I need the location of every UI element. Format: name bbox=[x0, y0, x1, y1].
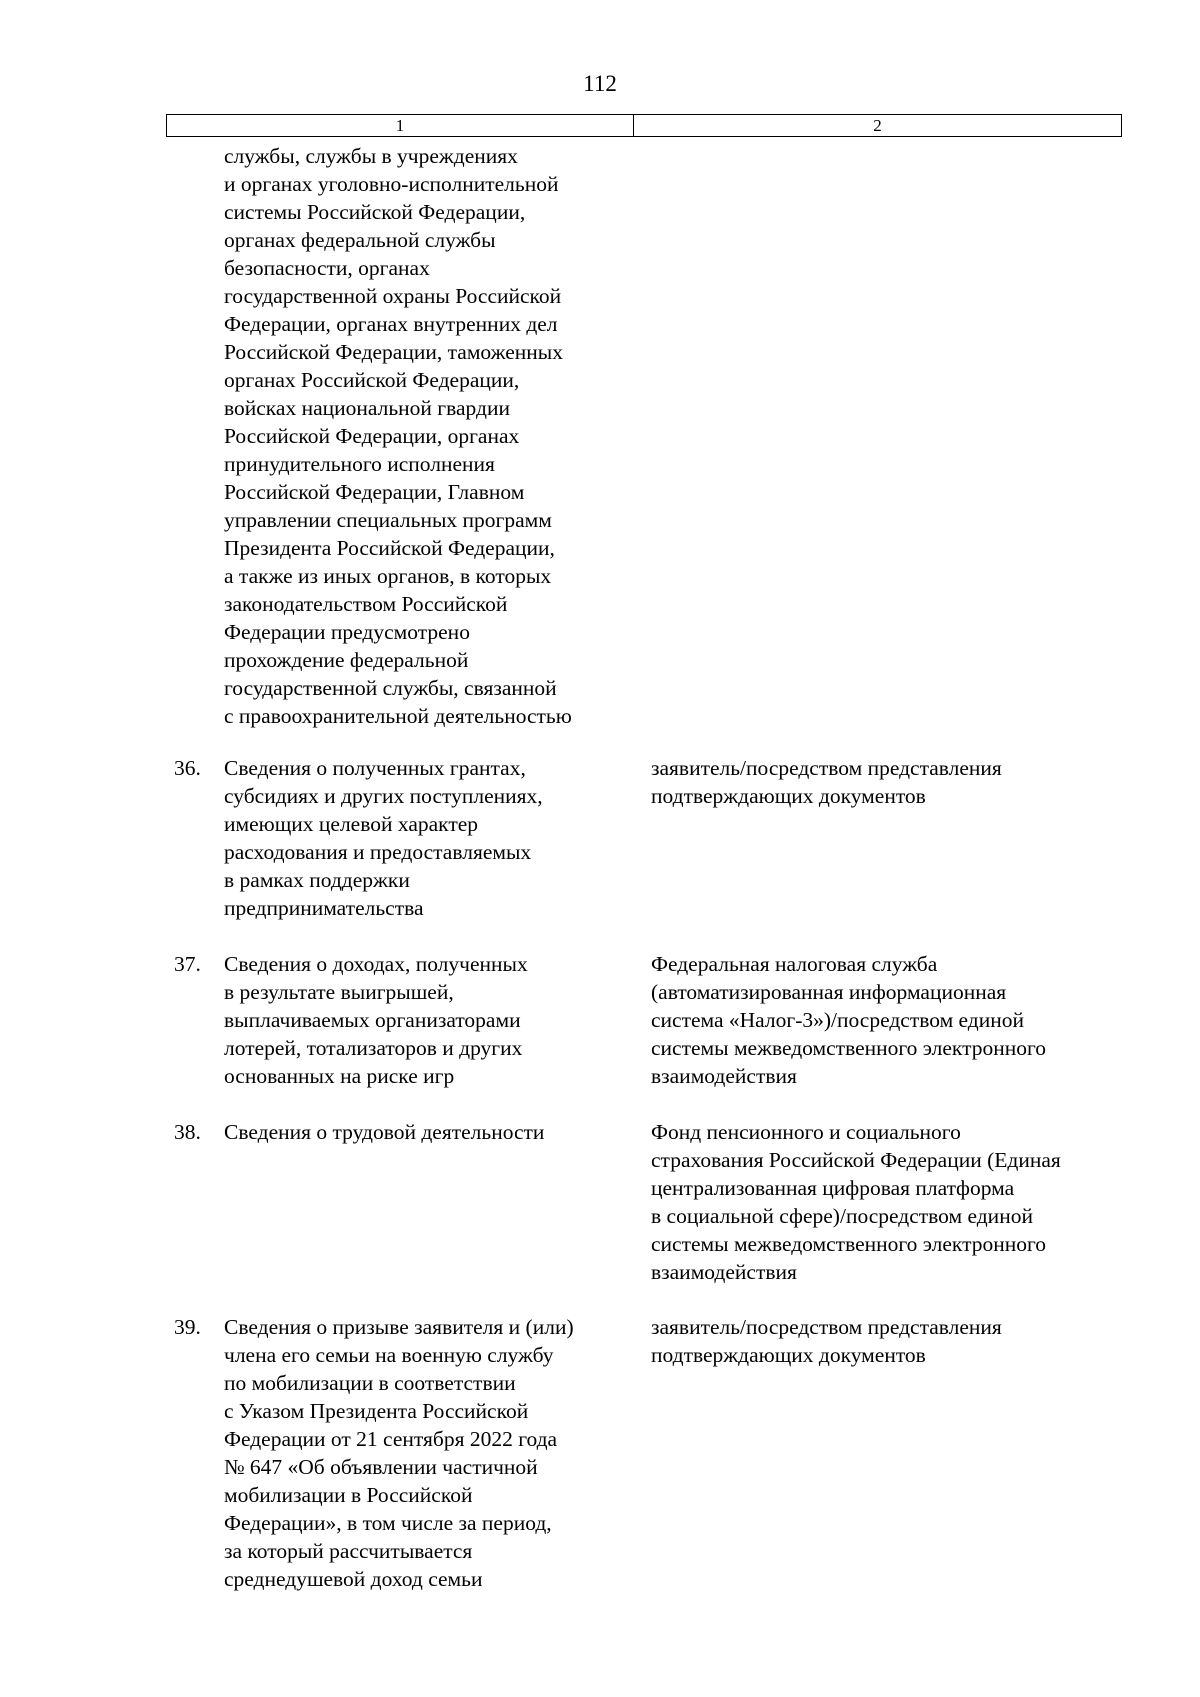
text-line: Федеральная налоговая служба bbox=[651, 952, 938, 976]
text-line: органах федеральной службы bbox=[224, 228, 496, 252]
row-number: 38. bbox=[174, 1120, 201, 1144]
text-line: Сведения о призыве заявителя и (или) bbox=[224, 1315, 574, 1339]
text-line: лотерей, тотализаторов и других bbox=[224, 1036, 523, 1060]
text-line: а также из иных органов, в которых bbox=[224, 564, 552, 588]
text-line: органах Российской Федерации, bbox=[224, 368, 520, 392]
text-line: основанных на риске игр bbox=[224, 1064, 455, 1088]
text-line: Федерации от 21 сентября 2022 года bbox=[224, 1427, 558, 1451]
text-line: заявитель/посредством представления bbox=[651, 756, 1002, 780]
text-line: Президента Российской Федерации, bbox=[224, 536, 555, 560]
row-number: 39. bbox=[174, 1315, 201, 1339]
text-line: расходования и предоставляемых bbox=[224, 840, 532, 864]
text-line: мобилизации в Российской bbox=[224, 1483, 473, 1507]
text-line: в рамках поддержки bbox=[224, 868, 410, 892]
text-line: централизованная цифровая платформа bbox=[651, 1176, 1015, 1200]
text-line: № 647 «Об объявлении частичной bbox=[224, 1455, 538, 1479]
text-line: системы межведомственного электронного bbox=[651, 1232, 1047, 1256]
text-line: выплачиваемых организаторами bbox=[224, 1008, 521, 1032]
text-line: страхования Российской Федерации (Единая bbox=[651, 1148, 1061, 1172]
text-line: Российской Федерации, Главном bbox=[224, 480, 525, 504]
text-line: Федерации, органах внутренних дел bbox=[224, 312, 558, 336]
text-line: Федерации», в том числе за период, bbox=[224, 1511, 552, 1535]
text-line: Сведения о трудовой деятельности bbox=[224, 1120, 545, 1144]
row-source bbox=[651, 1118, 1131, 1286]
row-description bbox=[224, 1118, 644, 1146]
text-line: подтверждающих документов bbox=[651, 784, 926, 808]
text-line: за который рассчитывается bbox=[224, 1539, 473, 1563]
row-description bbox=[224, 950, 644, 1090]
continued-cell-text bbox=[224, 142, 644, 730]
text-line: в результате выигрышей, bbox=[224, 980, 454, 1004]
text-line: и органах уголовно-исполнительной bbox=[224, 172, 559, 196]
text-line: войсках национальной гвардии bbox=[224, 396, 510, 420]
text-line: принудительного исполнения bbox=[224, 452, 495, 476]
text-line: имеющих целевой характер bbox=[224, 812, 479, 836]
text-line: системы межведомственного электронного bbox=[651, 1036, 1047, 1060]
text-line: в социальной сфере)/посредством единой bbox=[651, 1204, 1033, 1228]
text-line: взаимодействия bbox=[651, 1260, 797, 1284]
text-line: Фонд пенсионного и социального bbox=[651, 1120, 961, 1144]
text-line: системы Российской Федерации, bbox=[224, 200, 526, 224]
text-line: заявитель/посредством представления bbox=[651, 1315, 1002, 1339]
text-line: члена его семьи на военную службу bbox=[224, 1343, 554, 1367]
column-header-1: 1 bbox=[167, 115, 634, 136]
text-line: с правоохранительной деятельностью bbox=[224, 704, 572, 728]
text-line: службы, службы в учреждениях bbox=[224, 144, 518, 168]
row-description bbox=[224, 754, 644, 922]
page-number: 112 bbox=[583, 71, 617, 96]
text-line: подтверждающих документов bbox=[651, 1343, 926, 1367]
text-line: Российской Федерации, таможенных bbox=[224, 340, 563, 364]
text-line: безопасности, органах bbox=[224, 256, 430, 280]
row-source bbox=[651, 754, 1131, 810]
text-line: взаимодействия bbox=[651, 1064, 797, 1088]
row-number: 37. bbox=[174, 952, 201, 976]
text-line: прохождение федеральной bbox=[224, 648, 469, 672]
text-line: система «Налог-3»)/посредством единой bbox=[651, 1008, 1025, 1032]
row-number: 36. bbox=[174, 756, 201, 780]
text-line: с Указом Президента Российской bbox=[224, 1399, 529, 1423]
text-line: (автоматизированная информационная bbox=[651, 980, 1007, 1004]
row-source bbox=[651, 1313, 1131, 1369]
text-line: управлении специальных программ bbox=[224, 508, 552, 532]
text-line: по мобилизации в соответствии bbox=[224, 1371, 516, 1395]
row-description bbox=[224, 1313, 644, 1593]
text-line: Сведения о полученных грантах, bbox=[224, 756, 526, 780]
text-line: государственной службы, связанной bbox=[224, 676, 557, 700]
text-line: среднедушевой доход семьи bbox=[224, 1567, 483, 1591]
text-line: субсидиях и других поступлениях, bbox=[224, 784, 543, 808]
text-line: государственной охраны Российской bbox=[224, 284, 562, 308]
text-line: Федерации предусмотрено bbox=[224, 620, 470, 644]
text-line: законодательством Российской bbox=[224, 592, 508, 616]
row-source bbox=[651, 950, 1131, 1090]
text-line: предпринимательства bbox=[224, 896, 424, 920]
column-header-2: 2 bbox=[873, 115, 882, 135]
table-header-row bbox=[166, 114, 1122, 137]
text-line: Российской Федерации, органах bbox=[224, 424, 520, 448]
text-line: Сведения о доходах, полученных bbox=[224, 952, 528, 976]
